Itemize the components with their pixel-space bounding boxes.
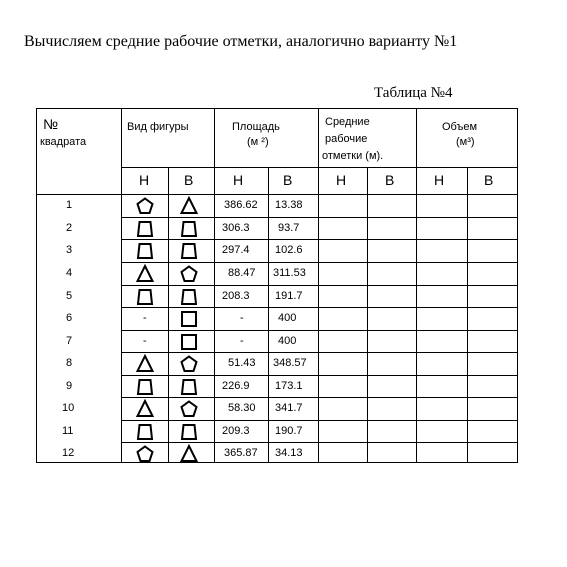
area-n-value: 226.9 [222,380,250,392]
trapezoid-icon [179,287,199,307]
area-n-value: 51.43 [228,357,256,369]
row-number: 8 [66,357,73,369]
area-b-value: 34.13 [275,447,303,459]
area-n-value: 365.87 [224,447,258,459]
subheader-n: Н [336,172,347,188]
area-n-value: 306.3 [222,222,250,234]
area-n-value: 297.4 [222,244,250,256]
area-n-value: 58.30 [228,402,256,414]
pentagon-icon [135,196,155,216]
header-area-unit: (м ²) [247,136,269,148]
trapezoid-icon [179,377,199,397]
subheader-b: В [484,172,494,188]
row-number: 3 [66,244,73,256]
trapezoid-icon [135,241,155,261]
area-n-value: - [240,312,244,324]
shape-none: - [143,312,147,324]
area-b-value: 13.38 [275,199,303,211]
area-b-value: 191.7 [275,290,303,302]
triangle-icon [135,264,155,284]
row-number: 11 [62,425,74,437]
pentagon-icon [135,444,155,464]
triangle-icon [135,354,155,374]
row-number: 4 [66,267,73,279]
area-n-value: 88.47 [228,267,256,279]
pentagon-icon [179,354,199,374]
subheader-n: Н [233,172,244,188]
header-volume: Объем [442,121,478,133]
area-b-value: 348.57 [273,357,307,369]
area-b-value: 400 [278,335,297,347]
table-caption: Таблица №4 [374,85,453,101]
trapezoid-icon [135,287,155,307]
row-number: 6 [66,312,73,324]
row-number: 10 [62,402,75,414]
pentagon-icon [179,399,199,419]
area-n-value: 208.3 [222,290,250,302]
area-b-value: 311.53 [273,267,306,279]
area-b-value: 341.7 [275,402,303,414]
triangle-icon [135,399,155,419]
trapezoid-icon [179,219,199,239]
area-n-value: - [240,335,244,347]
row-number: 7 [66,335,73,347]
area-b-value: 173.1 [275,380,303,392]
row-number: 1 [66,199,73,211]
header-avg-line2: рабочие [325,133,368,145]
area-n-value: 209.3 [222,425,250,437]
area-b-value: 400 [278,312,297,324]
trapezoid-icon [135,377,155,397]
subheader-b: В [184,172,194,188]
row-number: 12 [62,447,75,459]
subheader-n: Н [434,172,445,188]
header-square-label: квадрата [40,136,87,148]
header-avg-line1: Средние [325,116,370,128]
subheader-n: Н [139,172,150,188]
header-number-sign: № [43,116,59,132]
trapezoid-icon [135,422,155,442]
subheader-b: В [283,172,293,188]
triangle-icon [179,444,199,464]
square-icon [179,332,199,352]
page-heading: Вычисляем средние рабочие отметки, аналогично варианту №1 [24,33,458,50]
square-icon [179,309,199,329]
trapezoid-icon [179,422,199,442]
header-area: Площадь [232,121,280,133]
shape-none: - [143,335,147,347]
header-volume-unit: (м³) [456,136,475,148]
header-avg-line3: отметки (м). [322,150,384,162]
row-number: 9 [66,380,73,392]
header-figure-type: Вид фигуры [127,121,189,133]
trapezoid-icon [135,219,155,239]
subheader-b: В [385,172,395,188]
trapezoid-icon [179,241,199,261]
row-number: 5 [66,290,73,302]
area-b-value: 102.6 [275,244,303,256]
area-n-value: 386.62 [224,199,258,211]
area-b-value: 93.7 [278,222,300,234]
triangle-icon [179,196,199,216]
area-b-value: 190.7 [275,425,303,437]
pentagon-icon [179,264,199,284]
row-number: 2 [66,222,73,234]
